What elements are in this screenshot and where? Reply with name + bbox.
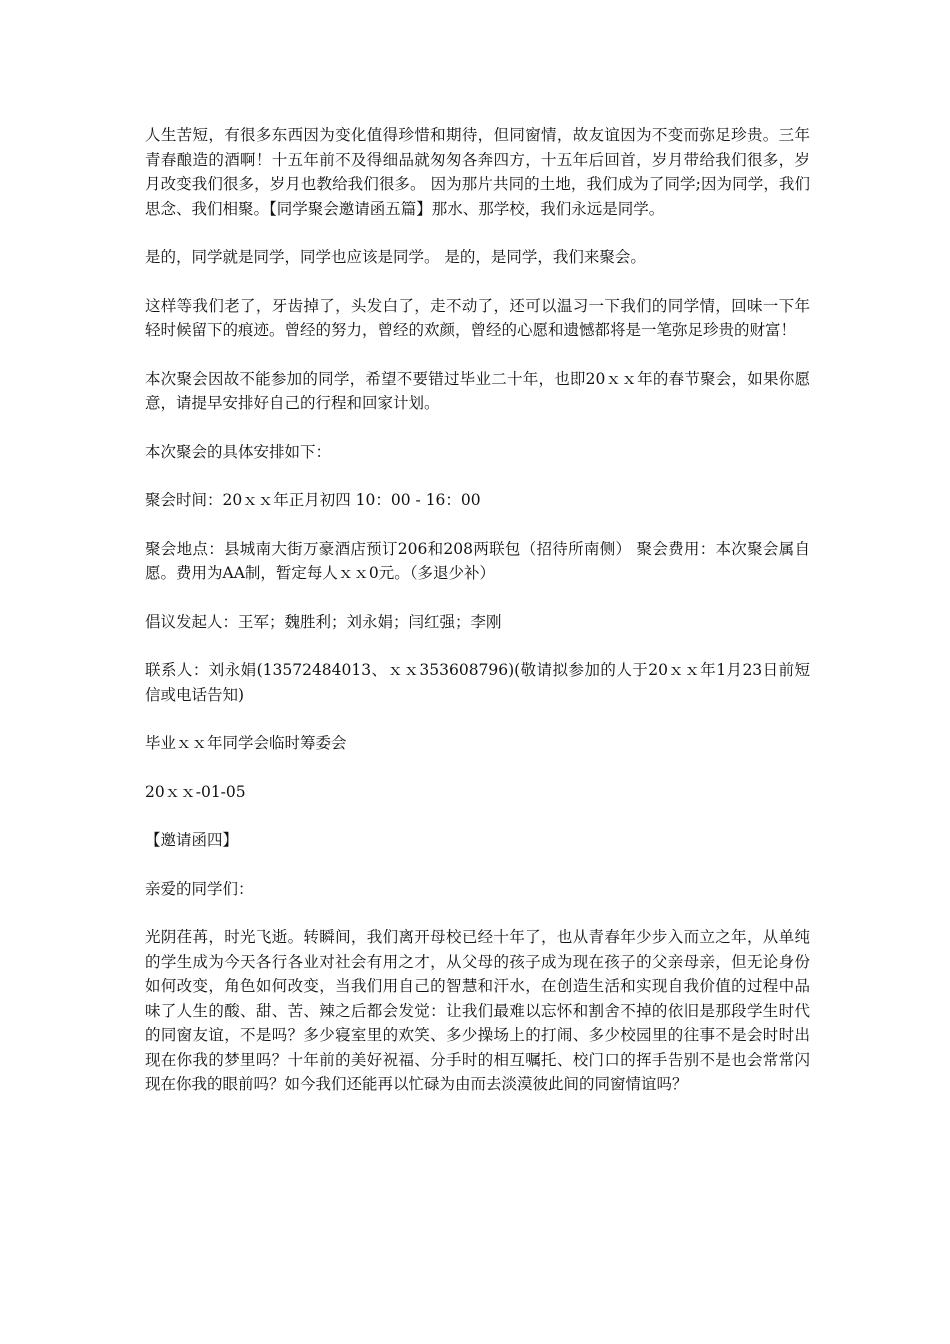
paragraph-meeting-time: 聚会时间：20ｘｘ年正月初四 10：00 - 16：00 [145,491,481,509]
paragraph-committee: 毕业ｘｘ年同学会临时筹委会 [145,734,347,752]
paragraph-initiators: 倡议发起人：王军；魏胜利；刘永娟；闫红强；李刚 [145,612,502,631]
paragraph-arrangement-heading: 本次聚会的具体安排如下： [145,442,332,461]
document-page [145,123,810,1121]
paragraph-classmates: 是的，同学就是同学，同学也应该是同学。 是的，是同学，我们来聚会。 [145,248,646,266]
paragraph-time-flies: 光阴荏苒，时光飞逝。转瞬间，我们离开母校已经十年了，也从青春年少步入而立之年，从单纯的学生成为今天各行各业对社会有用之才，从父母的孩子成为现在孩子的父亲母亲，但无论身份如何改变，角色如何改变，当我们用自己的智慧和汗水，在创造生活和实现自我价值的过程中品味了人生的酸、甜、苦、辣之后都会发觉：让我们最难以忘怀和割舍不掉的依旧是那段学生时代的同窗友谊，不是吗？多少寝室里的欢笑、多少操场上的打闹、多少校园里的往事不是会时时出现在你我的梦里吗？十年前的美好祝福、分手时的相互嘱托、校门口的挥手告别不是也会常常闪现在你我的眼前吗？如今我们还能再以忙碌为由而去淡漠彼此间的同窗情谊吗？ [145,928,810,1093]
paragraph-absent-note: 本次聚会因故不能参加的同学，希望不要错过毕业二十年，也即20ｘｘ年的春节聚会，如果你愿意，请提早安排好自己的行程和回家计划。 [145,369,810,412]
paragraph-invitation-four-heading: 【邀请函四】 [145,831,239,849]
paragraph-date: 20ｘｘ-01-05 [145,782,246,801]
paragraph-memories: 这样等我们老了，牙齿掉了，头发白了，走不动了，还可以温习一下我们的同学情，回味一下年轻时候留下的痕迹。曾经的努力，曾经的欢颜，曾经的心愿和遗憾都将是一笔弥足珍贵的财富！ [145,296,810,339]
paragraph-salutation: 亲爱的同学们： [145,879,254,898]
paragraph-opening: 人生苦短，有很多东西因为变化值得珍惜和期待，但同窗情，故友谊因为不变而弥足珍贵。三年青春酿造的酒啊！十五年前不及得细品就匆匆各奔四方，十五年后回首，岁月带给我们很多，岁月改变我们很多，岁月也教给我们很多。 因为那片共同的土地，我们成为了同学;因为同学，我们思念、我们相聚。【同学聚会邀请函五篇】那水、那学校，我们永远是同学。 [145,126,810,218]
paragraph-meeting-place: 聚会地点：县城南大街万豪酒店预订206和208两联包（招待所南侧） 聚会费用：本次聚会属自愿。费用为AA制，暂定每人ｘｘ0元。（多退少补） [145,539,810,582]
paragraph-contact: 联系人：刘永娟(13572484013、ｘｘ353608796)(敬请拟参加的人于20ｘｘ年1月23日前短信或电话告知) [145,661,810,704]
